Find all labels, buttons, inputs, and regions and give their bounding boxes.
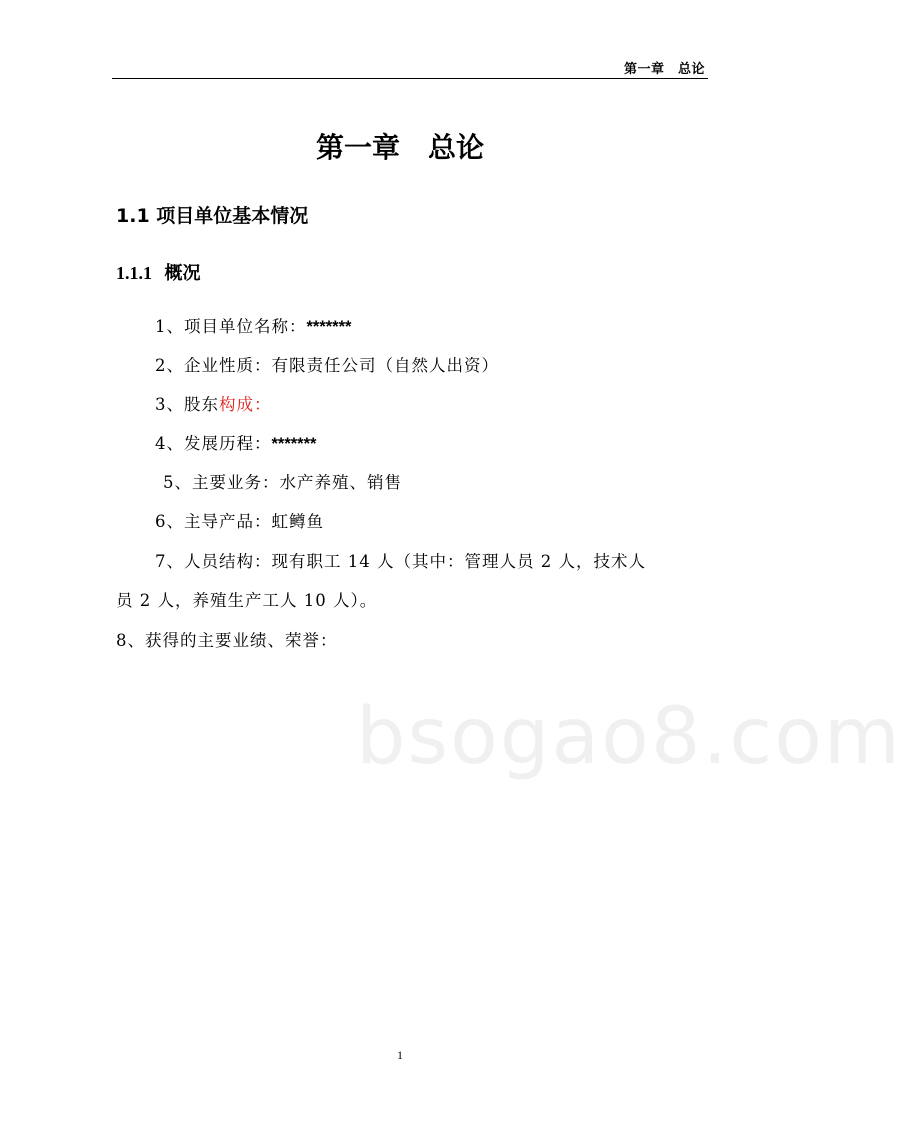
item-8: 8、获得的主要业绩、荣誉： bbox=[116, 631, 338, 650]
chapter-title: 第一章 总论 bbox=[315, 131, 484, 164]
item-1-label: 1、项目单位名称： bbox=[155, 317, 307, 336]
item-2: 2、企业性质：有限责任公司（自然人出资） bbox=[155, 356, 499, 375]
header-rule bbox=[112, 78, 708, 79]
item-6: 6、主导产品：虹鳟鱼 bbox=[155, 512, 324, 531]
item-3-label: 3、股东 bbox=[155, 395, 219, 414]
item-4-label: 4、发展历程： bbox=[155, 434, 272, 453]
item-1 bbox=[155, 313, 351, 337]
item-4-value: ******* bbox=[271, 435, 317, 453]
item-7-line-1: 7、人员结构：现有职工 14 人（其中：管理人员 2 人，技术人 bbox=[155, 552, 646, 571]
subsection-title: 概况 bbox=[164, 263, 201, 284]
running-header: 第一章 总论 bbox=[623, 62, 705, 77]
watermark: bsogao8.com bbox=[356, 692, 902, 782]
item-5: 5、主要业务：水产养殖、销售 bbox=[163, 473, 402, 492]
item-4 bbox=[155, 430, 316, 454]
item-3 bbox=[155, 391, 272, 415]
item-3-highlight: 构成： bbox=[219, 395, 272, 414]
item-7-line-2: 员 2 人，养殖生产工人 10 人）。 bbox=[116, 591, 378, 610]
subsection-number: 1.1.1 bbox=[116, 263, 152, 283]
subsection-heading bbox=[116, 259, 201, 285]
section-heading: 1.1 项目单位基本情况 bbox=[116, 205, 309, 227]
item-1-value: ******* bbox=[306, 318, 352, 336]
page-number: 1 bbox=[397, 1048, 403, 1062]
